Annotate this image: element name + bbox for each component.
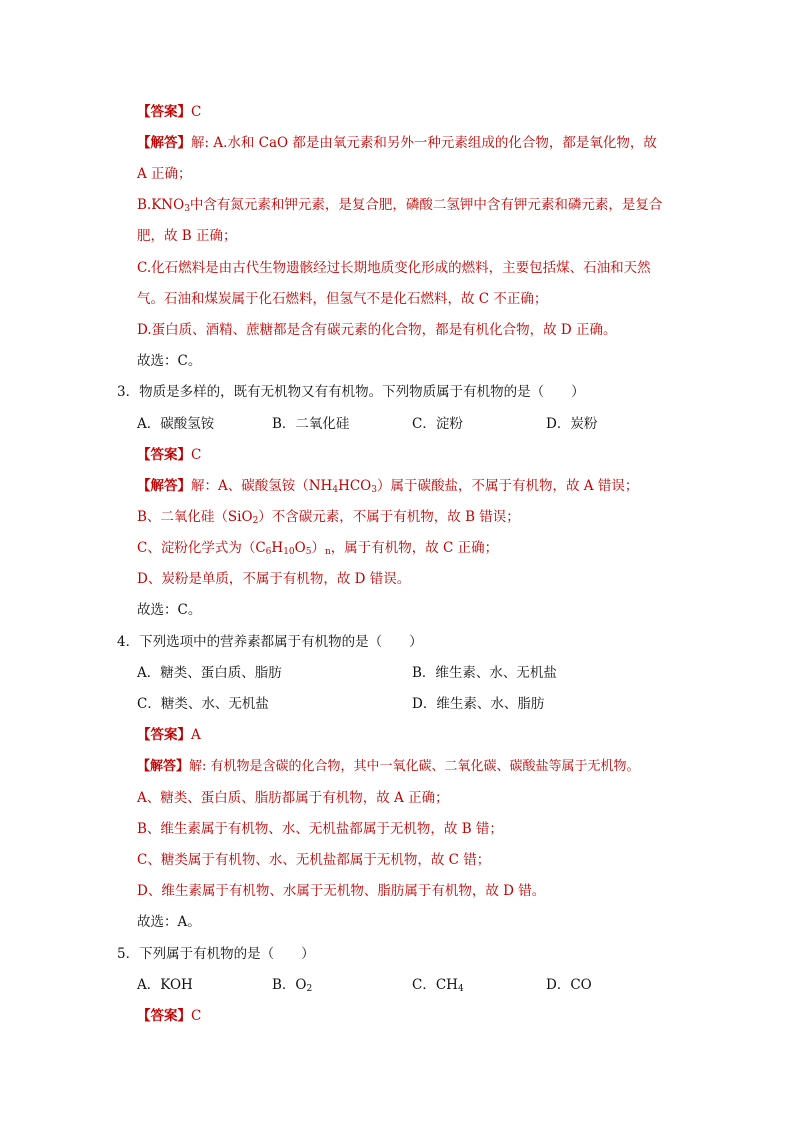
answer-value: A xyxy=(191,727,201,743)
option-d: D．维生素、水、脂肪 xyxy=(412,696,545,712)
analysis-line: 肥，故 B 正确； xyxy=(137,228,237,244)
analysis-prefix: 解: xyxy=(191,135,214,151)
option-text: B．O xyxy=(272,977,307,993)
analysis-line xyxy=(137,757,640,777)
analysis-line: D、维生素属于有机物、水属于无机物、脂肪属于有机物，故 D 错。 xyxy=(137,883,546,899)
question-number: 5． xyxy=(117,946,140,962)
answer-value: C xyxy=(191,1008,202,1024)
answer-tag: 【答案】 xyxy=(137,447,191,463)
analysis-text: HCO xyxy=(338,478,372,494)
option-c xyxy=(412,975,464,995)
analysis-text: 有机物是含碳的化合物，其中一氧化碳、二氧化碳、碳酸盐等属于无机物。 xyxy=(210,759,640,774)
analysis-line: 气。石油和煤炭属于化石燃料，但氢气不是化石燃料，故 C 不正确； xyxy=(137,291,548,307)
analysis-line: A 正确； xyxy=(137,166,192,182)
answer-line-q2 xyxy=(137,102,201,122)
analysis-text: ） xyxy=(311,540,325,556)
answer-tag: 【答案】 xyxy=(137,727,191,743)
question-5 xyxy=(117,944,315,964)
subscript: 10 xyxy=(283,547,295,557)
subscript: 3 xyxy=(371,485,377,495)
option-a: A．碳酸氢铵 xyxy=(137,416,215,432)
subscript: 2 xyxy=(252,516,259,526)
analysis-text: ）属于碳酸盐，不属于有机物，故 A 错误； xyxy=(376,478,639,494)
subscript: 2 xyxy=(306,984,313,994)
answer-tag: 【答案】 xyxy=(137,1008,191,1024)
option-d: D．炭粉 xyxy=(546,416,598,432)
analysis-text: 中含有氮元素和钾元素，是复合肥，磷酸二氢钾中含有钾元素和磷元素，是复合 xyxy=(189,197,663,213)
analysis-text: B、二氧化硅（SiO xyxy=(137,509,253,525)
analysis-text: H xyxy=(271,540,284,556)
subscript: 4 xyxy=(332,485,339,495)
subscript: 5 xyxy=(305,547,312,557)
question-3 xyxy=(117,382,585,402)
analysis-line xyxy=(137,538,498,558)
answer-line-q4 xyxy=(137,725,201,745)
option-c: C．糖类、水、无机盐 xyxy=(137,696,269,712)
analysis-text: 解：A、碳酸氢铵（NH xyxy=(191,478,333,494)
option-c: C．淀粉 xyxy=(412,416,463,432)
analysis-prefix: 解: xyxy=(189,759,211,774)
subscript: 3 xyxy=(184,204,190,214)
question-stem: 下列属于有机物的是（ ） xyxy=(139,946,315,962)
answer-value: C xyxy=(191,104,202,120)
answer-line-q3 xyxy=(137,445,201,465)
answer-line-q5 xyxy=(137,1006,201,1026)
analysis-text: ，属于有机物，故 C 正确； xyxy=(330,540,499,556)
analysis-line: A、糖类、蛋白质、脂肪都属于有机物，故 A 正确； xyxy=(137,790,449,806)
formula-text: B.KNO xyxy=(137,197,185,213)
answer-tag: 【答案】 xyxy=(137,104,191,120)
option-a xyxy=(137,975,193,995)
analysis-text: A.水和 CaO 都是由氧元素和另外一种元素组成的化合物，都是氧化物，故 xyxy=(213,135,657,151)
analysis-line: D.蛋白质、酒精、蔗糖都是含有碳元素的化合物，都是有机化合物，故 D 正确。 xyxy=(137,322,617,338)
conclusion: 故选：A。 xyxy=(137,914,201,930)
subscript: 4 xyxy=(457,984,464,994)
question-stem: 物质是多样的，既有无机物又有有机物。下列物质属于有机物的是（ ） xyxy=(139,384,585,400)
option-text: D．CO xyxy=(546,977,592,993)
option-b xyxy=(272,975,312,995)
analysis-line: B、维生素属于有机物、水、无机盐都属于无机物，故 B 错； xyxy=(137,821,503,837)
analysis-text: O xyxy=(294,540,306,556)
option-b: B．维生素、水、无机盐 xyxy=(412,665,557,681)
analysis-line: C、糖类属于有机物、水、无机盐都属于无机物，故 C 错； xyxy=(137,852,491,868)
question-number: 3． xyxy=(117,384,140,400)
question-4 xyxy=(117,632,423,652)
analysis-line: D、炭粉是单质，不属于有机物，故 D 错误。 xyxy=(137,571,411,587)
analysis-line xyxy=(137,195,662,215)
analysis-line xyxy=(137,507,520,527)
analysis-tag: 【解答】 xyxy=(137,478,191,494)
analysis-tag: 【解答】 xyxy=(137,759,190,774)
analysis-text: ）不含碳元素，不属于有机物，故 B 错误； xyxy=(258,509,520,525)
analysis-line xyxy=(137,476,638,496)
subscript: n xyxy=(324,547,331,557)
question-stem: 下列选项中的营养素都属于有机物的是（ ） xyxy=(139,634,423,650)
question-number: 4． xyxy=(117,634,140,650)
analysis-text: C、淀粉化学式为（C xyxy=(137,540,266,556)
analysis-line xyxy=(137,133,657,153)
option-b: B．二氧化硅 xyxy=(272,416,350,432)
option-text: A．KOH xyxy=(137,977,193,993)
analysis-line: C.化石燃料是由古代生物遗骸经过长期地质变化形成的燃料，主要包括煤、石油和天然 xyxy=(137,260,651,276)
conclusion: 故选：C。 xyxy=(137,602,202,618)
option-d xyxy=(546,975,592,995)
option-a: A．糖类、蛋白质、脂肪 xyxy=(137,665,282,681)
analysis-tag: 【解答】 xyxy=(137,135,191,151)
option-text: C．CH xyxy=(412,977,458,993)
answer-value: C xyxy=(191,447,202,463)
conclusion: 故选：C。 xyxy=(137,353,202,369)
subscript: 6 xyxy=(265,547,272,557)
